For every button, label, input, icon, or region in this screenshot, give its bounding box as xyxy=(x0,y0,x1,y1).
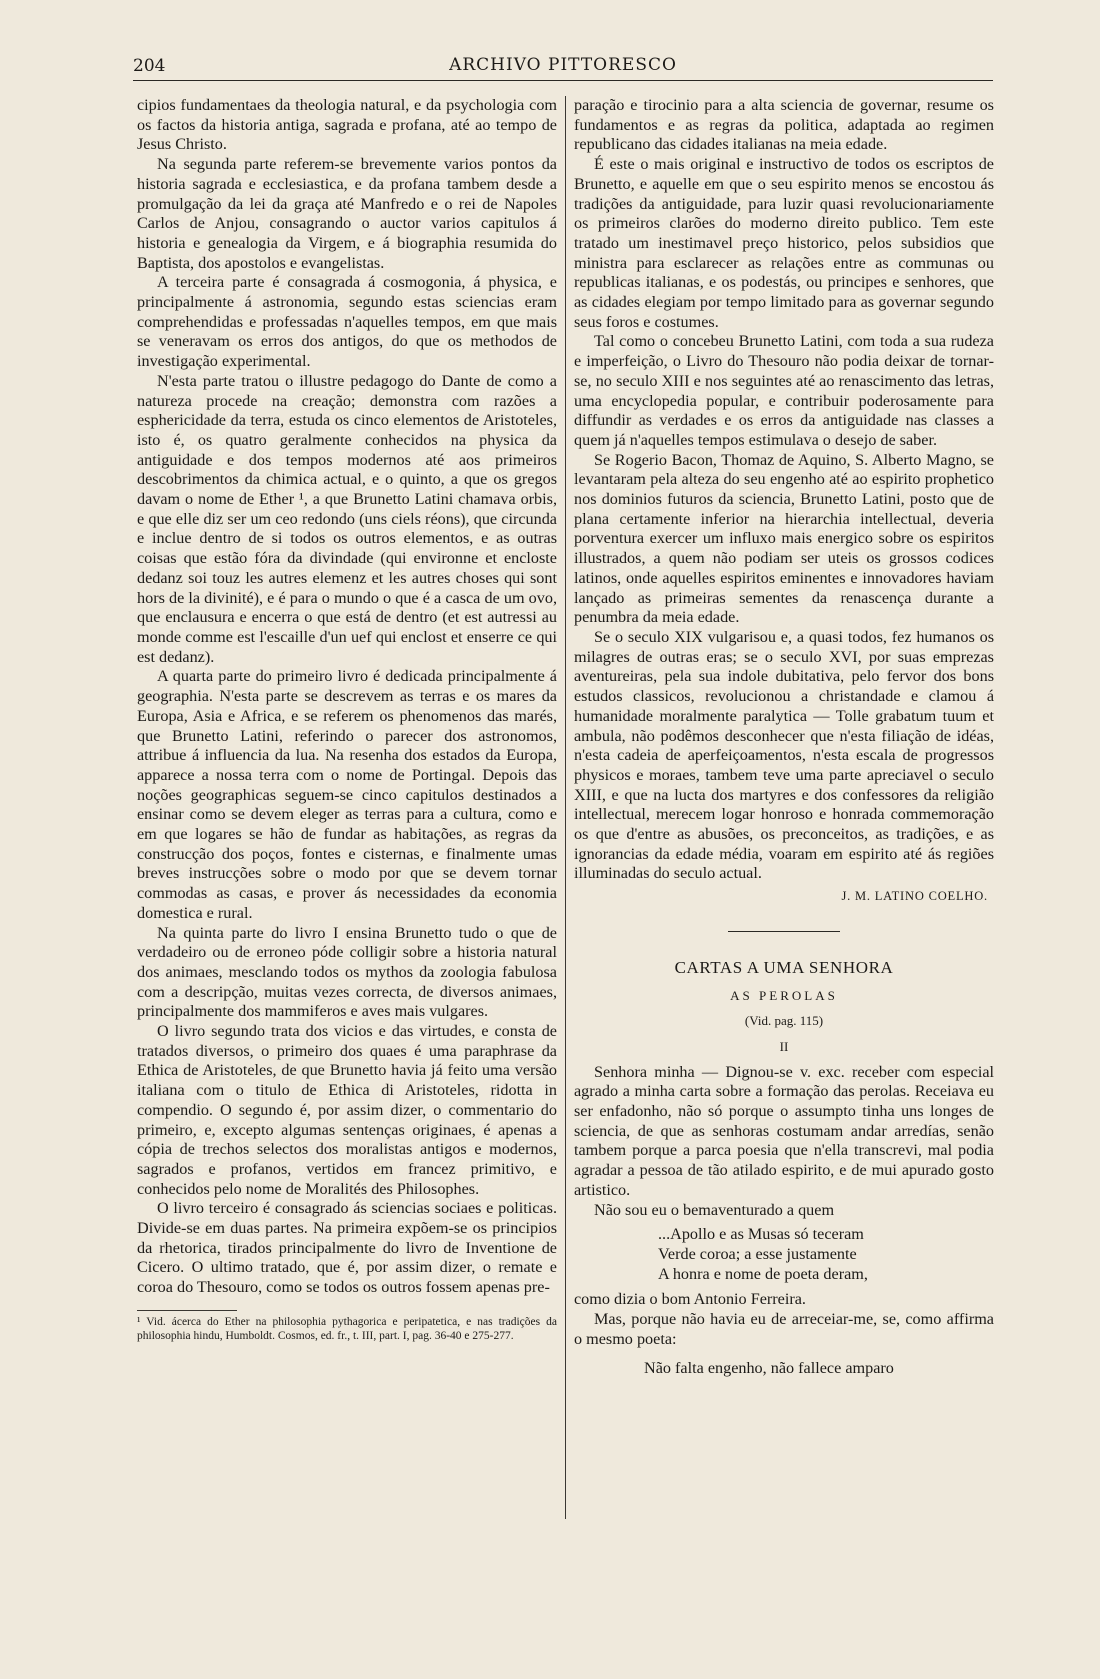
right-column xyxy=(574,96,994,1379)
verse-block xyxy=(574,1225,994,1284)
verse-line: A honra e nome de poeta deram, xyxy=(658,1264,868,1283)
section-title: CARTAS A UMA SENHORA xyxy=(674,957,894,977)
paragraph: Se Rogerio Bacon, Thomaz de Aquino, S. Alberto Magno, se levantaram pela alteza do seu engenho até ao espirito prophetico nos dominios futuros da sciencia, Brunetto Latini, posto que de plana certamente inferior na hierarchia intellectual, deveria porventura exercer um influxo mais energico sobre os espiritos illustrados, a quem não podiam ser uteis os grossos codices latinos, onde aquelles espiritos eminentes e innovadores haviam lançado as primeiras sementes da renascença durante a penumbra da meia edade. xyxy=(574,450,994,627)
footnote: ¹ Vid. ácerca do Ether na philosophia pythagorica e peripatetica, e nas tradições da philosophia hindu, Humboldt. Cosmos, ed. fr., t. III, part. I, pag. 36-40 e 275-277. xyxy=(137,1315,557,1342)
left-column xyxy=(137,96,557,1343)
paragraph: como dizia o bom Antonio Ferreira. xyxy=(574,1290,806,1309)
section-divider xyxy=(728,931,840,932)
page-header xyxy=(133,54,993,81)
verse-line: Não falta engenho, não fallece amparo xyxy=(644,1359,894,1378)
paragraph: A terceira parte é consagrada á cosmogonia, á physica, e principalmente á astronomia, segundo estas sciencias eram comprehendidas e professadas n'aquelles tempos, em que mais se veneravam os erros dos antigos, do que os methodos de investigação experimental. xyxy=(137,273,557,371)
paragraph: Se o seculo XIX vulgarisou e, a quasi todos, fez humanos os milagres de outras eras; se o seculo XVI, por suas emprezas aventureiras, pela sua indole dubitativa, pelo fervor dos bons estudos classicos, revolucionou a christandade e clamou á humanidade moralmente paralytica — Tolle grabatum tuum et ambula, não podêmos desconhecer que n'esta filiação de idéas, n'esta cadeia de aperfeiçoamentos, n'esta escala de progressos physicos e moraes, tambem teve uma parte apreciavel o seculo XIII, e que na lucta dos martyres e dos confessores da religião intellectual, merecem logar honroso e honrada commemoração os que d'entre as abusões, os preconceitos, as tradições, e as ignorancias da edade média, voaram em espirito até ás regiões illuminadas do seculo actual. xyxy=(574,627,994,883)
paragraph: Senhora minha — Dignou-se v. exc. receber com especial agrado a minha carta sobre a formação das perolas. Receiava eu ser enfadonho, não só porque o assumpto tinha uns longes de sciencia, de que as senhoras costumam andar arredías, senão tambem porque a parca poesia que n'ella transcrevi, mal podia agradar a pessoa de tão atilado espirito, e de mui apurado gosto artistico. xyxy=(574,1062,994,1199)
page-number: 204 xyxy=(133,56,166,76)
author-signature: J. M. LATINO COELHO. xyxy=(841,889,988,904)
running-title: ARCHIVO PITTORESCO xyxy=(449,55,677,75)
column-divider xyxy=(565,96,566,1519)
section-subtitle: AS PEROLAS xyxy=(730,987,838,1003)
paragraph: paração e tirocinio para a alta sciencia de governar, resume os fundamentos e as regras da politica, adaptada ao regimen republicano das cidades italianas na meia edade. xyxy=(574,96,994,154)
paragraph: É este o mais original e instructivo de todos os escriptos de Brunetto, e aquelle em que o seu espirito menos se encostou ás tradições da antiguidade, para luzir quasi revolucionariamente os primeiros clarões do moderno direito publico. Tem este tratado um inestimavel preço historico, pelos subsidios que ministra para esclarecer as relações entre as communas ou republicas italianas, e os podestás, ou principes e senhores, que as cidades elegiam por tempo limitado para as governar segundo seus foros e costumes. xyxy=(574,155,994,331)
paragraph: Não sou eu o bemaventurado a quem xyxy=(594,1200,835,1219)
paragraph: Tal como o concebeu Brunetto Latini, com toda a sua rudeza e imperfeição, o Livro do Thesouro não podia deixar de tornar-se, no seculo XIII e nos seguintes até ao renascimento das letras, uma encyclopedia popular, e contribuir poderosamente para diffundir as verdades e os erros da antiguidade nas classes a quem já n'aquelles tempos estimulava o desejo de saber. xyxy=(574,332,994,449)
footnote-rule xyxy=(137,1310,237,1311)
paragraph: A quarta parte do primeiro livro é dedicada principalmente á geographia. N'esta parte se descrevem as terras e os mares da Europa, Asia e Africa, e se referem os phenomenos das marés, que Brunetto Latini, referindo o parecer dos astronomos, attribue á influencia da lua. Na resenha dos estados da Europa, apparece a nossa terra com o nome de Portingal. Depois das noções geographicas seguem-se cinco capitulos destinados a ensinar como se devem eleger as terras para a cultura, como e em que logares se hão de fundar as habitações, as regras da construcção dos poços, fontes e cisternas, e finalmente umas breves instrucções sobre o modo por que se devem tornar commodas as casas, e prover ás necessidades da economia domestica e rural. xyxy=(137,667,557,922)
section-number: II xyxy=(779,1038,789,1054)
paragraph: Na quinta parte do livro I ensina Brunetto tudo o que de verdadeiro ou de erroneo póde colligir sobre a historia natural dos animaes, mesclando todos os mythos da zoologia fabulosa com a descripção, muitas vezes correcta, de diversos animaes, principalmente dos mammiferos e aves mais vulgares. xyxy=(137,923,557,1021)
verse-line: ...Apollo e as Musas só teceram xyxy=(658,1225,864,1244)
paragraph: O livro segundo trata dos vicios e das virtudes, e consta de tratados diversos, o primeiro dos quaes é uma paraphrase da Ethica de Aristoteles, de que Brunetto havia já feito uma versão italiana com o titulo de Ethica di Aristoteles, ridotta in compendio. O segundo é, por assim dizer, o commentario do primeiro, e, excepto algumas sentenças originaes, é apenas a cópia de trechos selectos dos moralistas antigos e modernos, sagrados e profanos, vertidos em francez primitivo, e conhecidos pelo nome de Moralités des Philosophes. xyxy=(137,1022,557,1198)
paragraph: Mas, porque não havia eu de arreceiar-me, se, como affirma o mesmo poeta: xyxy=(574,1310,994,1348)
verse-block xyxy=(574,1359,994,1379)
paragraph: Na segunda parte referem-se brevemente varios pontos da historia sagrada e ecclesiastica, e da profana tambem desde a promulgação da lei da graça até Manfredo e o rei de Napoles Carlos de Anjou, consagrando o auctor varios capitulos á historia e genealogia da Virgem, e á biographia resumida do Baptista, dos apostolos e evangelistas. xyxy=(137,155,557,272)
verse-line: Verde coroa; a esse justamente xyxy=(658,1244,857,1263)
paragraph: N'esta parte tratou o illustre pedagogo do Dante de como a natureza procede na creação; demonstra com razões a esphericidade da terra, estuda os cinco elementos de Aristoteles, isto é, os quatro geralmente conhecidos na physica da antiguidade e dos tempos modernos até aos primeiros descobrimentos da chimica actual, e o quinto, a que os gregos davam o nome de Ether ¹, a que Brunetto Latini chamava orbis, e que elle diz ser um ceo redondo (uns ciels réons), que circunda e inclue dentro de si todos os outros elementos, e as outras coisas que estão fóra da divindade (qui environne et encloste dedanz soi touz les autres elemenz et les autres choses qui sont hors de la divinité), e é para o mundo o que é a casca de um ovo, que enclausura e encerra o que está de dentro (et est autressi au monde comme est l'escaille d'un uef qui enclost et enserre ce qui est dedanz). xyxy=(137,371,557,666)
section-reference: (Vid. pag. 115) xyxy=(744,1013,824,1029)
paragraph: O livro terceiro é consagrado ás sciencias sociaes e politicas. Divide-se em duas partes. Na primeira expõem-se os principios da rhetorica, tirados principalmente do livro de Inventione de Cicero. O ultimo tratado, que é, por assim dizer, o remate e coroa do Thesouro, como se todos os outros fossem apenas pre- xyxy=(137,1199,557,1297)
paragraph: cipios fundamentaes da theologia natural, e da psychologia com os factos da historia antiga, sagrada e profana, até ao tempo de Jesus Christo. xyxy=(137,96,557,154)
